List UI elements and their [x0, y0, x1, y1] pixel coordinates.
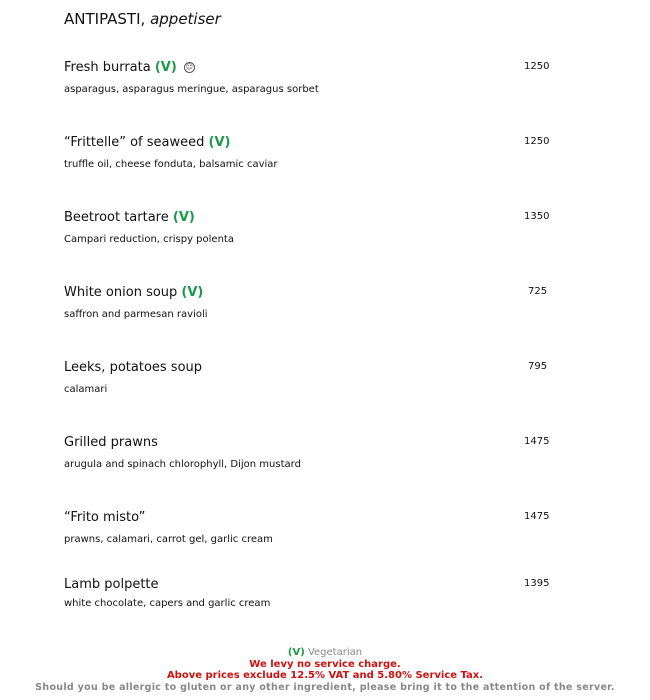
menu-item	[64, 285, 564, 320]
menu-item-description: Campari reduction, crispy polenta	[64, 234, 234, 245]
menu-item	[64, 60, 564, 95]
menu-item-description: truffle oil, cheese fonduta, balsamic caviar	[64, 159, 278, 170]
menu-item-name: “Frito misto”	[64, 510, 146, 525]
legend-veg-mark: (V)	[287, 647, 305, 658]
menu-item-price: 1250	[524, 136, 550, 147]
menu-item-name: White onion soup	[64, 285, 178, 300]
menu-item-name-line	[64, 60, 564, 75]
veg-mark: (V)	[172, 210, 195, 225]
menu-item-description: saffron and parmesan ravioli	[64, 309, 208, 320]
menu-item-description: prawns, calamari, carrot gel, garlic cream	[64, 534, 273, 545]
section-subtitle: appetiser	[150, 10, 221, 28]
service-charge-note: We levy no service charge.	[249, 659, 401, 670]
menu-item-name-line	[64, 435, 564, 450]
menu-item-name: Beetroot tartare	[64, 210, 169, 225]
menu-item	[64, 577, 564, 609]
menu-item	[64, 435, 564, 470]
menu-item	[64, 210, 564, 245]
menu-item	[64, 360, 564, 395]
menu-item-description: calamari	[64, 384, 108, 395]
menu-item-name: Fresh burrata	[64, 60, 151, 75]
menu-item-name-line	[64, 285, 564, 300]
legend-veg-text: Vegetarian	[307, 647, 363, 658]
menu-item-description: arugula and spinach chlorophyll, Dijon mustard	[64, 459, 301, 470]
menu-item-price: 725	[528, 286, 548, 297]
veg-legend	[0, 647, 650, 658]
chef-hat-icon: ☺	[185, 63, 194, 71]
menu-item-price: 1475	[524, 511, 550, 522]
menu-item-name: Lamb polpette	[64, 577, 159, 592]
veg-mark: (V)	[208, 135, 231, 150]
menu-item-price: 795	[528, 361, 548, 372]
menu-item	[64, 135, 564, 170]
menu-item-name: Leeks, potatoes soup	[64, 360, 203, 375]
menu-item-description: white chocolate, capers and garlic cream	[64, 598, 271, 609]
section-title: ANTIPASTI,	[64, 10, 146, 28]
menu-item-name-line	[64, 360, 564, 375]
menu-item-price: 1350	[524, 211, 550, 222]
menu-item-name: “Frittelle” of seaweed	[64, 135, 205, 150]
tax-note: Above prices exclude 12.5% VAT and 5.80% Service Tax.	[166, 670, 484, 681]
menu-item-name-line	[64, 510, 564, 525]
veg-mark: (V)	[181, 285, 204, 300]
allergy-note: Should you be allergic to gluten or any other ingredient, please bring it to the attention of the server.	[35, 682, 615, 693]
menu-item-name-line	[64, 577, 564, 592]
menu-item-price: 1475	[524, 436, 550, 447]
menu-item-price: 1395	[524, 578, 550, 589]
section-heading	[64, 10, 221, 28]
menu-item-description: asparagus, asparagus meringue, asparagus sorbet	[64, 84, 319, 95]
menu-item	[64, 510, 564, 545]
menu-item-price: 1250	[524, 61, 550, 72]
menu-item-name-line	[64, 210, 564, 225]
menu-item-name-line	[64, 135, 564, 150]
menu-item-name: Grilled prawns	[64, 435, 158, 450]
veg-mark: (V)	[154, 60, 177, 75]
